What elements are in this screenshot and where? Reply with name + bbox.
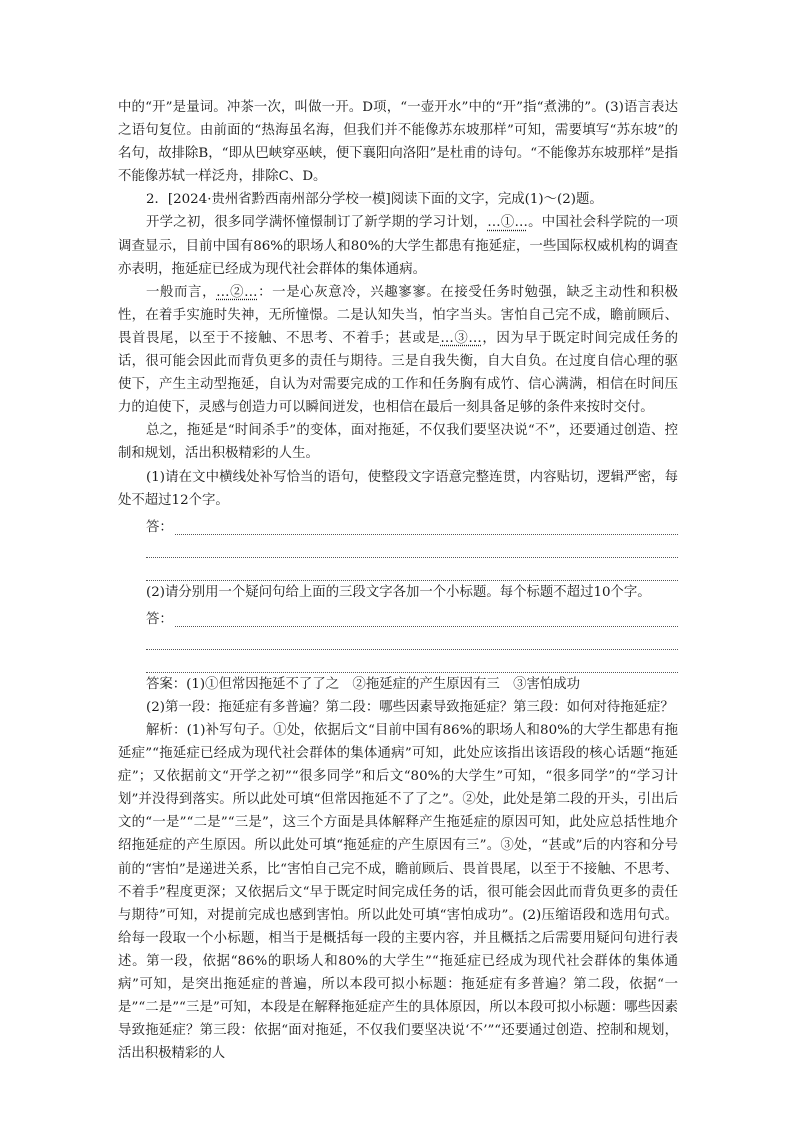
sub-question-2: (2)请分别用一个疑问句给上面的三段文字各加一个小标题。每个标题不超过10个字。 <box>146 584 651 600</box>
article-p2-middle: ：一是心灰意冷，兴趣寥寥。在接受任务时勉强，缺乏主动性和积极性，在着手实施时失神，无所憧憬。二是认知失当，怕字当头。害怕自己完不成，瞻前顾后、畏首畏尾，以至于不接触、不思考、不着手；甚或是 <box>118 284 679 346</box>
answer-line-q1[interactable] <box>118 512 678 535</box>
answer-key-line-1: 答案：(1)①但常因拖延不了了之 ②拖延症的产生原因有三 ③害怕成功 <box>146 676 581 692</box>
answer-line-q2-3[interactable] <box>146 650 678 673</box>
answer-line-q1-2[interactable] <box>146 535 678 558</box>
blank-1: …①… <box>487 215 528 231</box>
prev-answer-paragraph: 中的“开”是量词。冲茶一次，叫做一开。D项，“一壶开水”中的“开”指“煮沸的”。(3)语言表达之语句复位。由前面的“热海虽名海，但我们并不能像苏东坡那样”可知，需要填写“苏东坡”的名句，故排除B，“即从巴峡穿巫峡，便下襄阳向洛阳”是杜甫的诗句。“不能像苏东坡那样”是指不能像苏轼一样泛舟，排除C、D。 <box>118 100 678 185</box>
answer-line-q2[interactable] <box>118 604 678 627</box>
article-paragraph-2 <box>118 281 678 420</box>
article-p1-end: 。中国社会科学院的一项调查显示，目前中国有86%的职场人和80%的大学生都患有拖延症，一些国际权威机构的调查亦表明，拖延症已经成为现代社会群体的集体通病。 <box>118 215 679 277</box>
answer-dots <box>175 519 678 535</box>
article-p2-start: 一般而言， <box>146 284 217 300</box>
analysis-paragraph: 解析：(1)补写句子。①处，依据后文“目前中国有86%的职场人和80%的大学生都患有拖延症”“拖延症已经成为现代社会群体的集体通病”可知，此处应该指出该语段的核心话题“拖延症”；又依据前文“开学之初”“很多同学”和后文“80%的大学生”可知，“很多同学”的“学习计划”并没得到落实。所以此处可填“但常因拖延不了了之”。②处，此处是第二段的开头，引出后文的“一是”“二是”“三是”，这三个方面是具体解释产生拖延症的原因可知，此处应总括性地介绍拖延症的产生原因。所以此处可填“拖延症的产生原因有三”。③处，“甚或”后的内容和分号前的“害怕”是递进关系，比“害怕自己完不成，瞻前顾后、畏首畏尾，以至于不接触、不思考、不着手”程度更深；又依据后文“早于既定时间完成任务的话，很可能会因此而背负更多的责任与期待”可知，对提前完成也感到害怕。所以此处可填“害怕成功”。(2)压缩语段和选用句式。给每一段取一个小标题，相当于是概括每一段的主要内容，并且概括之后需要用疑问句进行表述。第一段，依据“86%的职场人和80%的大学生”“拖延症已经成为现代社会群体的集体通病”可知，是突出拖延症的普遍，所以本段可拟小标题：拖延症有多普遍？第二段，依据“一是”“二是”“三是”可知，本段是在解释拖延症产生的具体原因，所以本段可拟小标题：哪些因素导致拖延症？第三段：依据“面对拖延，不仅我们要坚决说‘不’”“还要通过创造、控制和规划，活出积极精彩的人 <box>118 722 678 1062</box>
answer-label-q2: 答： <box>146 611 173 627</box>
blank-2: …②… <box>216 284 258 300</box>
answer-dots <box>175 611 678 627</box>
document-page <box>118 96 678 1065</box>
answer-label-q1: 答： <box>146 519 173 535</box>
article-paragraph-3: 总之，拖延是“时间杀手”的变体，面对拖延，不仅我们要坚决说“不”，还要通过创造、控制和规划，活出积极精彩的人生。 <box>118 423 678 462</box>
answer-key-line-2: (2)第一段：拖延症有多普遍？第二段：哪些因素导致拖延症？第三段：如何对待拖延症？ <box>146 699 674 715</box>
article-p1-start: 开学之初，很多同学满怀憧憬制订了新学期的学习计划， <box>146 215 488 231</box>
sub-question-1: (1)请在文中横线处补写恰当的语句，使整段文字语意完整连贯，内容贴切，逻辑严密，每处不超过12个字。 <box>118 469 678 508</box>
article-paragraph-1 <box>118 211 678 280</box>
answer-line-q1-3[interactable] <box>146 558 678 581</box>
answer-line-q2-2[interactable] <box>146 627 678 650</box>
blank-3: …③… <box>440 330 482 346</box>
article-p2-end: ，因为早于既定时间完成任务的话，很可能会因此而背负更多的责任与期待。三是自我失衡，自大自负。在过度自信心理的驱使下，产生主动型拖延，自认为对需要完成的工作和任务胸有成竹、信心满满，相信在时间压力的迫使下，灵感与创造力可以瞬间迸发，也相信在最后一刻具备足够的条件来按时交付。 <box>118 330 678 416</box>
question-heading: 2．[2024·贵州省黔西南州部分学校一模]阅读下面的文字，完成(1)～(2)题。 <box>146 192 603 208</box>
